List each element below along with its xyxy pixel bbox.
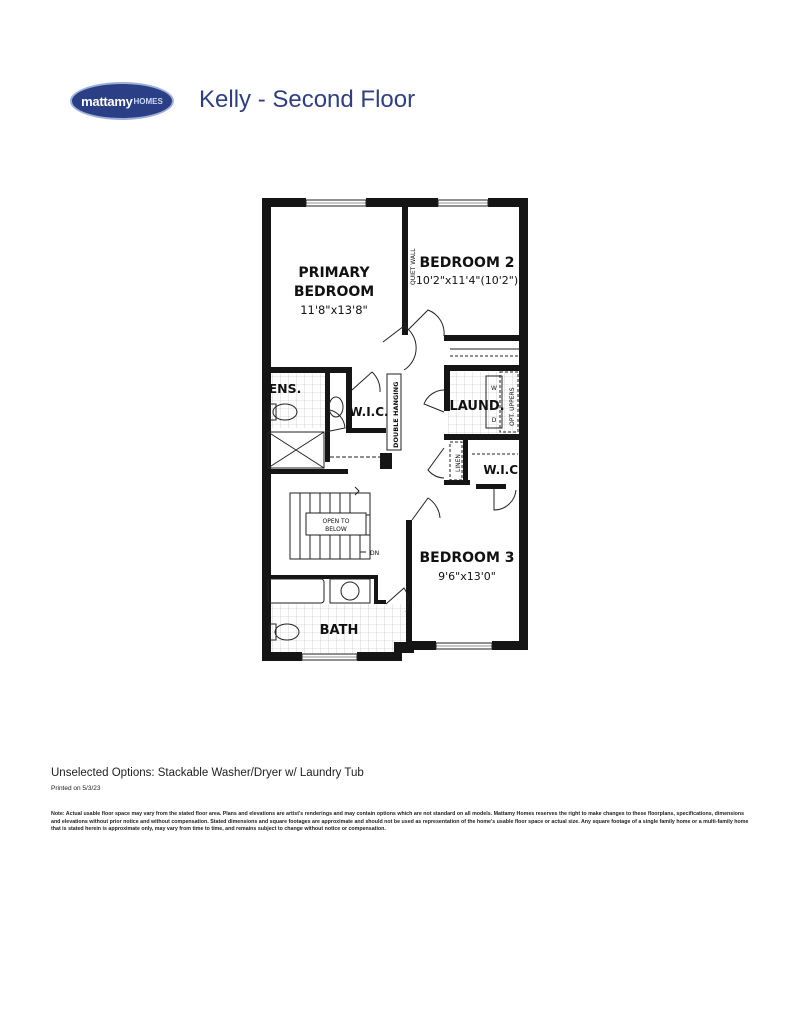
open-to-below-label-1: OPEN TO <box>322 518 350 525</box>
laundry-door-swing <box>424 390 444 412</box>
dryer-label: D <box>491 417 497 424</box>
disclaimer-note: Note: Actual usable floor space may vary from the stated floor area. Plans and elevations are artist's renderings and may contain options which are not standard on all models. Mattamy Homes reserves the right to make changes to these floorplans, specifications, dimensions and elevations without prior notice and without compensation. Stated dimensions and square footages are approximate and should not be used as representation of the home's usable floor space or actual size. Any square footage of a single family home or a multi-family home that is stated herein is approximate only, may vary from time to time, and remains subject to change without notice or compensation. <box>51 811 749 833</box>
laundry-label: LAUND. <box>449 399 505 414</box>
stair-arrow-icon <box>355 487 359 495</box>
washer-label: W <box>491 385 497 392</box>
primary-bedroom-label-2: BEDROOM <box>293 284 375 300</box>
wic-primary-label: W.I.C. <box>349 405 389 419</box>
bedroom3-door-swing <box>412 498 440 520</box>
printed-date: Printed on 5/3/23 <box>51 785 101 792</box>
logo-subword: HOMES <box>133 96 163 106</box>
ensuite-sink <box>329 397 343 417</box>
bedroom2-door-swing <box>408 310 444 336</box>
primary-bedroom-dimensions: 11'8"x13'8" <box>300 303 368 317</box>
quiet-wall-label: QUIET WALL <box>410 248 417 285</box>
open-to-below-label-2: BELOW <box>325 526 347 533</box>
dn-label: DN <box>370 550 380 557</box>
bedroom2-dimensions: 10'2"x11'4"(10'2") <box>415 274 519 287</box>
wic-bedroom3-door-swing <box>494 489 516 510</box>
bath-sink <box>341 582 359 600</box>
logo-wordmark: mattamy <box>81 93 133 109</box>
double-hanging-label: DOUBLE HANGING <box>392 381 400 448</box>
unselected-options: Unselected Options: Stackable Washer/Dryer w/ Laundry Tub <box>51 767 364 779</box>
bath-label: BATH <box>319 623 359 638</box>
linen-door-swing <box>428 448 444 478</box>
bedroom3-dimensions: 9'6"x13'0" <box>438 570 496 583</box>
primary-door-swing <box>383 326 416 370</box>
bathtub <box>268 579 324 603</box>
opt-uppers-label: OPT. UPPERS <box>509 387 516 426</box>
primary-bedroom-label-1: PRIMARY <box>298 265 370 281</box>
page-title: Kelly - Second Floor <box>199 86 416 113</box>
wic-primary-door-swing <box>352 372 380 392</box>
linen-label: LINEN <box>455 454 462 472</box>
wic-bedroom3-label: W.I.C. <box>483 463 523 477</box>
bedroom3-label: BEDROOM 3 <box>419 550 515 566</box>
ensuite-label: ENS. <box>268 381 302 396</box>
bedroom2-label: BEDROOM 2 <box>419 255 515 271</box>
